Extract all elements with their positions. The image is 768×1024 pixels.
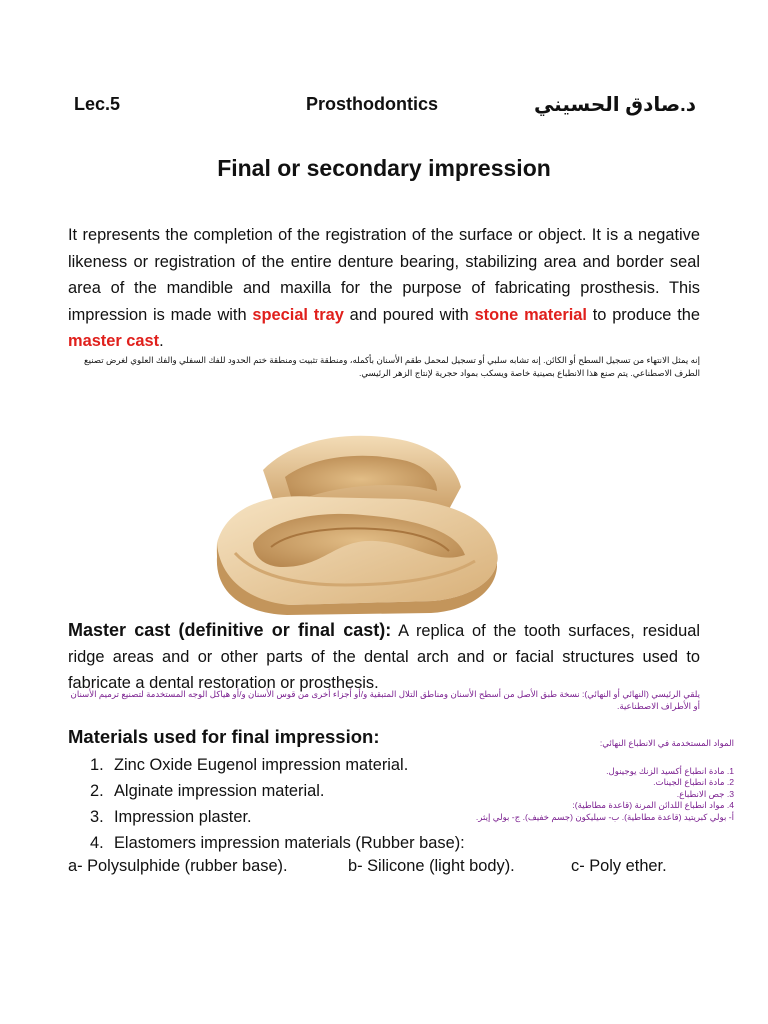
master-cast-term: Master cast (definitive or final cast): xyxy=(68,620,392,640)
materials-arabic-line: 1. مادة انطباع أكسيد الزنك يوجينول. xyxy=(606,765,734,776)
list-item xyxy=(90,778,465,804)
lecture-number: Lec.5 xyxy=(74,94,121,114)
materials-arabic-translation xyxy=(475,738,734,823)
page-header xyxy=(0,94,768,124)
highlight-master-cast: master cast xyxy=(68,332,160,350)
list-text: Elastomers impression materials (Rubber base): xyxy=(114,834,465,852)
highlight-stone-material: stone material xyxy=(474,305,587,324)
author-name: د.صادق الحسيني xyxy=(533,94,696,116)
materials-list xyxy=(90,752,465,856)
list-item xyxy=(90,830,465,856)
type-poly-ether: c- Poly ether. xyxy=(571,857,667,875)
materials-heading: Materials used for final impression: xyxy=(68,726,380,747)
intro-arabic-translation: إنه يمثل الانتهاء من تسجيل السطح أو الكائن. إنه تشابه سلبي أو تسجيل لمحمل طقم الأسنان بأكمله، ومنطقة تثبيت ومنطقة ختم الحدود للفك السفلي والفك العلوي لغرض تصنيع الطرف الاصطناعي. يتم صنع هذا الانطباع بصينية خاصة ويسكب بمواد حجرية لإنتاج الزهر الرئيسي. xyxy=(84,355,700,378)
type-polysulphide: a- Polysulphide (rubber base). xyxy=(68,857,288,875)
type-silicone: b- Silicone (light body). xyxy=(348,857,515,875)
list-number: 2. xyxy=(90,782,104,800)
materials-arabic-line: أ- بولي كبريتيد (قاعدة مطاطية). ب- سيليكون (جسم خفيف). ج- بولي إيثر. xyxy=(475,811,734,822)
materials-arabic-title: المواد المستخدمة في الانطباع النهائي: xyxy=(599,738,734,748)
materials-arabic-line: 4. مواد انطباع اللدائن المرنة (قاعدة مطاطية): xyxy=(572,800,734,810)
master-cast-arabic-translation: يلقي الرئيسي (النهائي أو النهائي): نسخة طبق الأصل من أسطح الأسنان ومناطق التلال المتبقية و/أو أجزاء أخرى من قوس الأسنان و/أو هياكل الوجه المستخدمة لتصنيع ترميم الأسنان أو الأطراف الاصطناعية. xyxy=(70,689,700,711)
list-number: 3. xyxy=(90,808,104,826)
list-item xyxy=(90,752,465,778)
master-cast-definition xyxy=(68,617,700,696)
list-number: 1. xyxy=(90,756,104,774)
highlight-special-tray: special tray xyxy=(252,305,344,324)
intro-text: to produce the xyxy=(586,305,700,324)
list-text: Alginate impression material. xyxy=(114,782,325,800)
list-item xyxy=(90,804,465,830)
list-number: 4. xyxy=(90,834,104,852)
master-cast-text: A replica of the tooth surfaces, residual ridge areas and or other parts of the dental arch and or facial structures used to fabricate a dental restoration or prosthesis. xyxy=(68,622,700,692)
materials-arabic-line: 2. مادة انطباع الجينات. xyxy=(653,777,734,787)
list-text: Impression plaster. xyxy=(114,808,252,826)
subject-title: Prosthodontics xyxy=(306,94,439,114)
intro-paragraph xyxy=(68,222,700,355)
intro-text: It represents the completion of the registration of the surface or object. It is a negative likeness or registration of the entire denture bearing, stabilizing area and border seal area of the mandible and maxilla for the purpose of fabricating prosthesis. This impression is made with xyxy=(68,226,700,324)
dental-master-cast-image xyxy=(175,425,535,615)
list-text: Zinc Oxide Eugenol impression material. xyxy=(114,756,409,774)
page-title: Final or secondary impression xyxy=(217,155,551,181)
intro-text: . xyxy=(159,332,164,350)
intro-text: and poured with xyxy=(343,305,475,324)
materials-arabic-line: 3. جص الانطباع. xyxy=(676,788,734,799)
